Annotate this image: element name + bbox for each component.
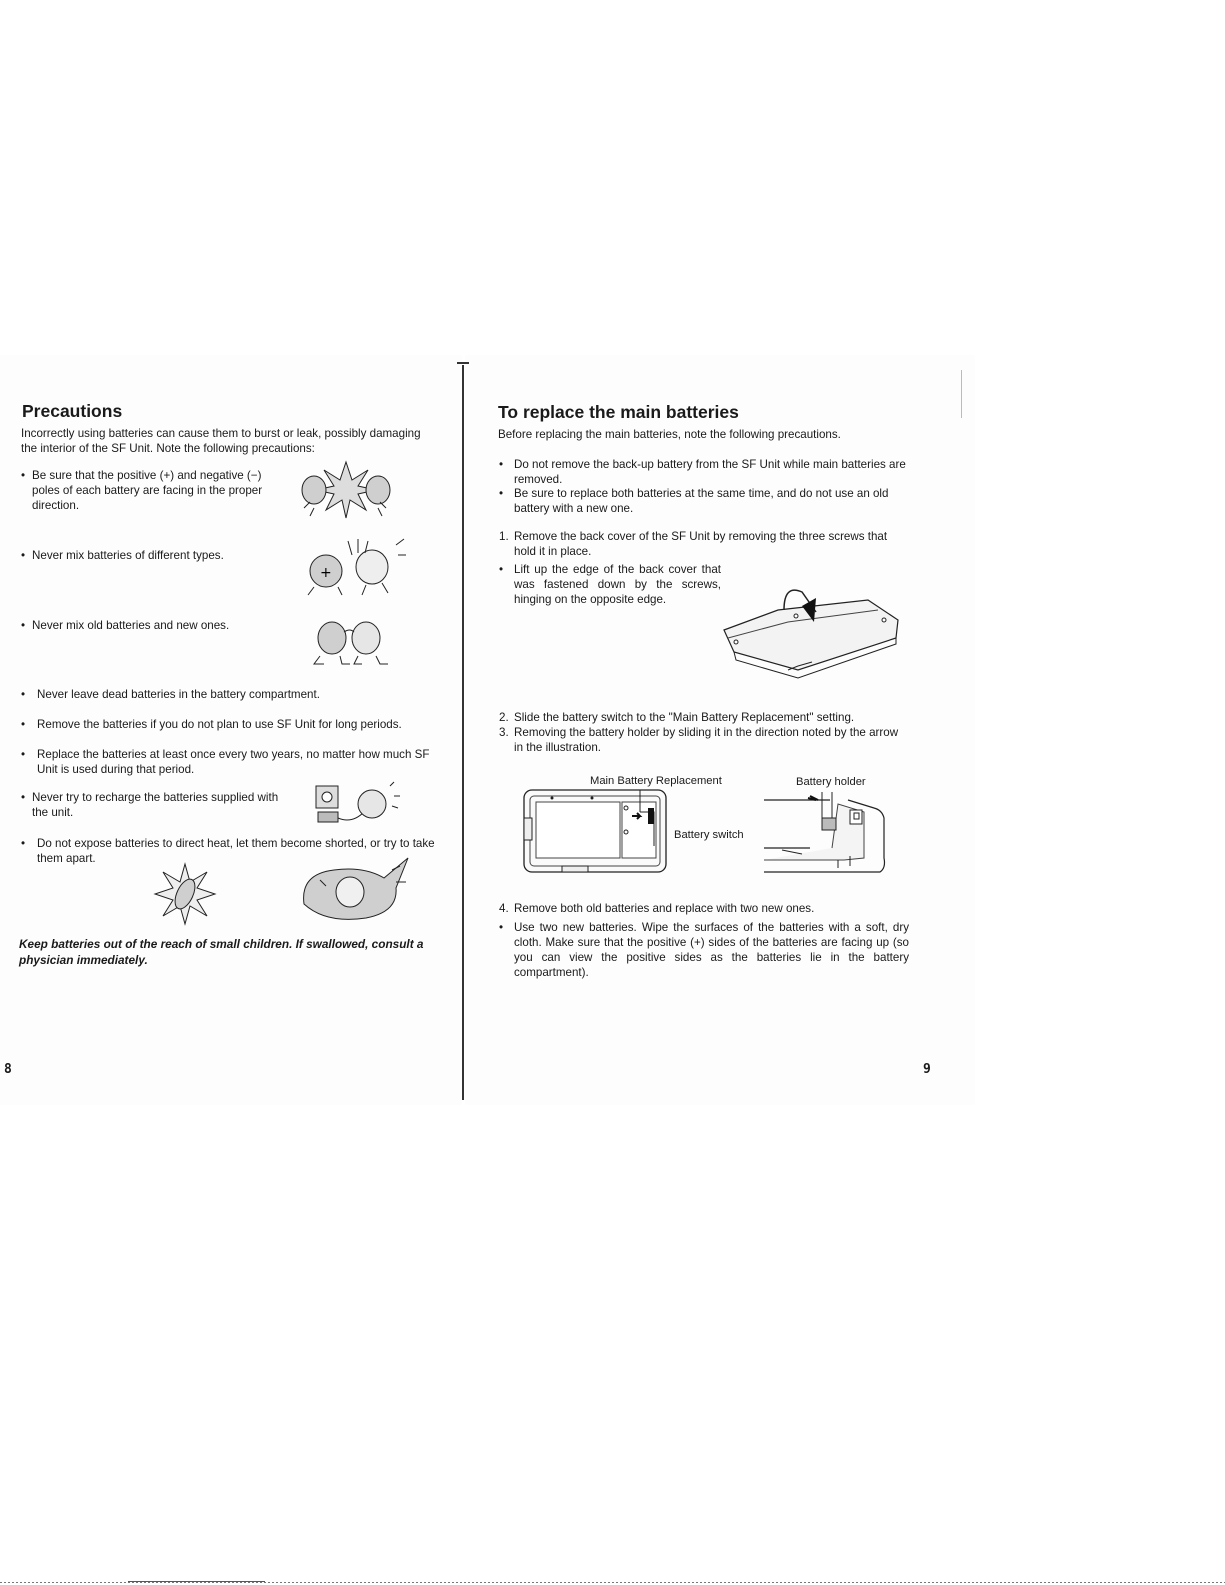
old-new-batteries-illustration [310, 612, 390, 668]
bullet-heat-short: • Do not expose batteries to direct heat, let them become shorted, or try to take them apart. [21, 837, 435, 865]
svg-text:+: + [320, 565, 332, 581]
spine-cap [457, 362, 469, 364]
replace-intro: Before replacing the main batteries, note the following precautions. [498, 428, 841, 441]
page-number-left: 8 [4, 1062, 12, 1077]
fire-battery-illustration [155, 864, 215, 924]
battery-compartment-illustration [522, 788, 668, 874]
footer-dotted-line [0, 1582, 1225, 1583]
bullet-dead-batteries: • Never leave dead batteries in the battery compartment. [21, 688, 320, 701]
footer-link-underline [128, 1581, 265, 1582]
page-spine [462, 365, 464, 1100]
bullet-polarity: • Be sure that the positive (+) and negative (−) poles of each battery are facing in the proper direction. [21, 469, 263, 512]
page-number-right: 9 [923, 1062, 931, 1077]
label-battery-switch: Battery switch [674, 829, 744, 841]
heat-short-illustration [300, 858, 410, 920]
recharge-illustration [312, 780, 402, 828]
bullet-mix-types: • Never mix batteries of different types. [21, 549, 224, 562]
step-1: 1. Remove the back cover of the SF Unit by removing the three screws that hold it in place. [499, 530, 888, 558]
bursting-batteries-illustration [296, 460, 396, 520]
mixed-types-illustration [298, 537, 410, 599]
bullet-replace-two-years: • Replace the batteries at least once every two years, no matter how much SF Unit is used during that period. [21, 748, 430, 776]
step-4-sub-bullet: • Use two new batteries. Wipe the surfaces of the batteries with a soft, dry cloth. Make sure that the positive (+) sides of the batteries are facing up (so you can view the positive sides as the batteries lie in the battery compartment). [499, 921, 909, 979]
step-4: 4. Remove both old batteries and replace with two new ones. [499, 902, 815, 915]
step-1-sub-bullet: • Lift up the edge of the back cover that was fastened down by the screws, hinging on the opposite edge. [499, 563, 721, 606]
battery-holder-illustration [762, 790, 886, 874]
bullet-backup-battery: • Do not remove the back-up battery from the SF Unit while main batteries are removed. [499, 458, 906, 486]
label-main-battery-replacement: Main Battery Replacement [590, 775, 722, 787]
page-edge-mark [961, 370, 962, 418]
step-2: 2. Slide the battery switch to the "Main Battery Replacement" setting. [499, 711, 855, 724]
bullet-mix-old-new: • Never mix old batteries and new ones. [21, 619, 230, 632]
precautions-intro: Incorrectly using batteries can cause them to burst or leak, possibly damaging the interior of the SF Unit. Note the following precautions: [21, 427, 421, 455]
step-3: 3. Removing the battery holder by sliding it in the direction noted by the arrow in the illustration. [499, 726, 899, 754]
back-cover-illustration [718, 580, 904, 680]
bullet-no-recharge: • Never try to recharge the batteries supplied with the unit. [21, 791, 279, 819]
bullet-long-periods: • Remove the batteries if you do not plan to use SF Unit for long periods. [21, 718, 402, 731]
label-battery-holder: Battery holder [796, 776, 866, 788]
replace-batteries-title: To replace the main batteries [498, 402, 739, 422]
precautions-title: Precautions [22, 401, 123, 421]
bullet-replace-both: • Be sure to replace both batteries at the same time, and do not use an old battery with a new one. [499, 487, 889, 515]
child-warning: Keep batteries out of the reach of small children. If swallowed, consult a physician immediately. [19, 937, 424, 967]
